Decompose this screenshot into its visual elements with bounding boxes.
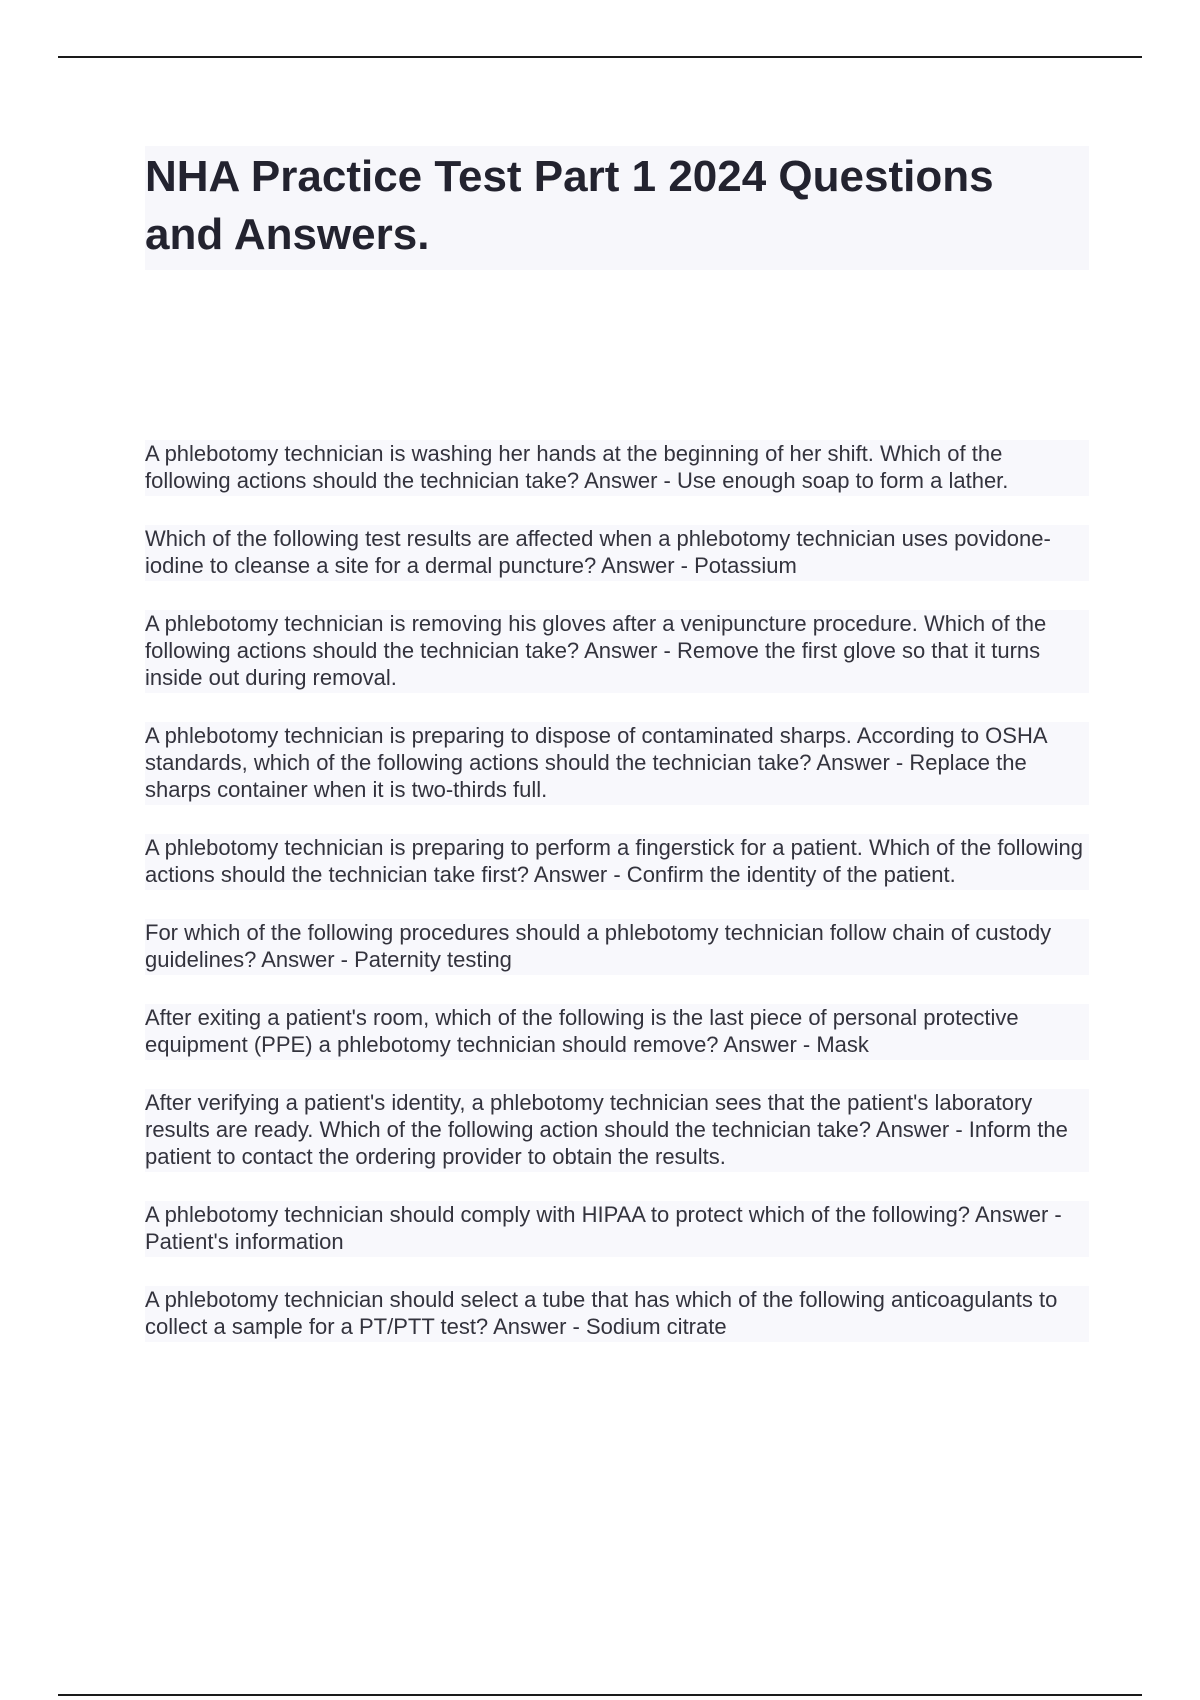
top-divider	[58, 56, 1142, 58]
qa-item: For which of the following procedures should a phlebotomy technician follow chain of custody guidelines? Answer - Paternity testing	[145, 919, 1089, 975]
qa-item: A phlebotomy technician should comply with HIPAA to protect which of the following? Answer - Patient's information	[145, 1201, 1089, 1257]
qa-item: A phlebotomy technician is removing his gloves after a venipuncture procedure. Which of the following actions should the technician take? Answer - Remove the first glove so that it turns inside out during removal.	[145, 610, 1089, 693]
qa-item: After verifying a patient's identity, a phlebotomy technician sees that the patient's laboratory results are ready. Which of the following action should the technician take? Answer - Inform the patient to contact the ordering provider to obtain the results.	[145, 1089, 1089, 1172]
qa-item: A phlebotomy technician is preparing to perform a fingerstick for a patient. Which of the following actions should the technician take first? Answer - Confirm the identity of the patient.	[145, 834, 1089, 890]
bottom-divider	[58, 1694, 1142, 1696]
qa-item: A phlebotomy technician is preparing to dispose of contaminated sharps. According to OSHA standards, which of the following actions should the technician take? Answer - Replace the sharps container when it is two-thirds full.	[145, 722, 1089, 805]
qa-item: A phlebotomy technician is washing her hands at the beginning of her shift. Which of the following actions should the technician take? Answer - Use enough soap to form a lather.	[145, 440, 1089, 496]
page-title: NHA Practice Test Part 1 2024 Questions and Answers.	[145, 152, 994, 259]
qa-list	[145, 440, 1089, 1342]
document-body	[145, 146, 1089, 1371]
title-block	[145, 146, 1089, 270]
qa-item: Which of the following test results are affected when a phlebotomy technician uses povidone-iodine to cleanse a site for a dermal puncture? Answer - Potassium	[145, 525, 1089, 581]
qa-item: A phlebotomy technician should select a tube that has which of the following anticoagulants to collect a sample for a PT/PTT test? Answer - Sodium citrate	[145, 1286, 1089, 1342]
qa-item: After exiting a patient's room, which of the following is the last piece of personal protective equipment (PPE) a phlebotomy technician should remove? Answer - Mask	[145, 1004, 1089, 1060]
